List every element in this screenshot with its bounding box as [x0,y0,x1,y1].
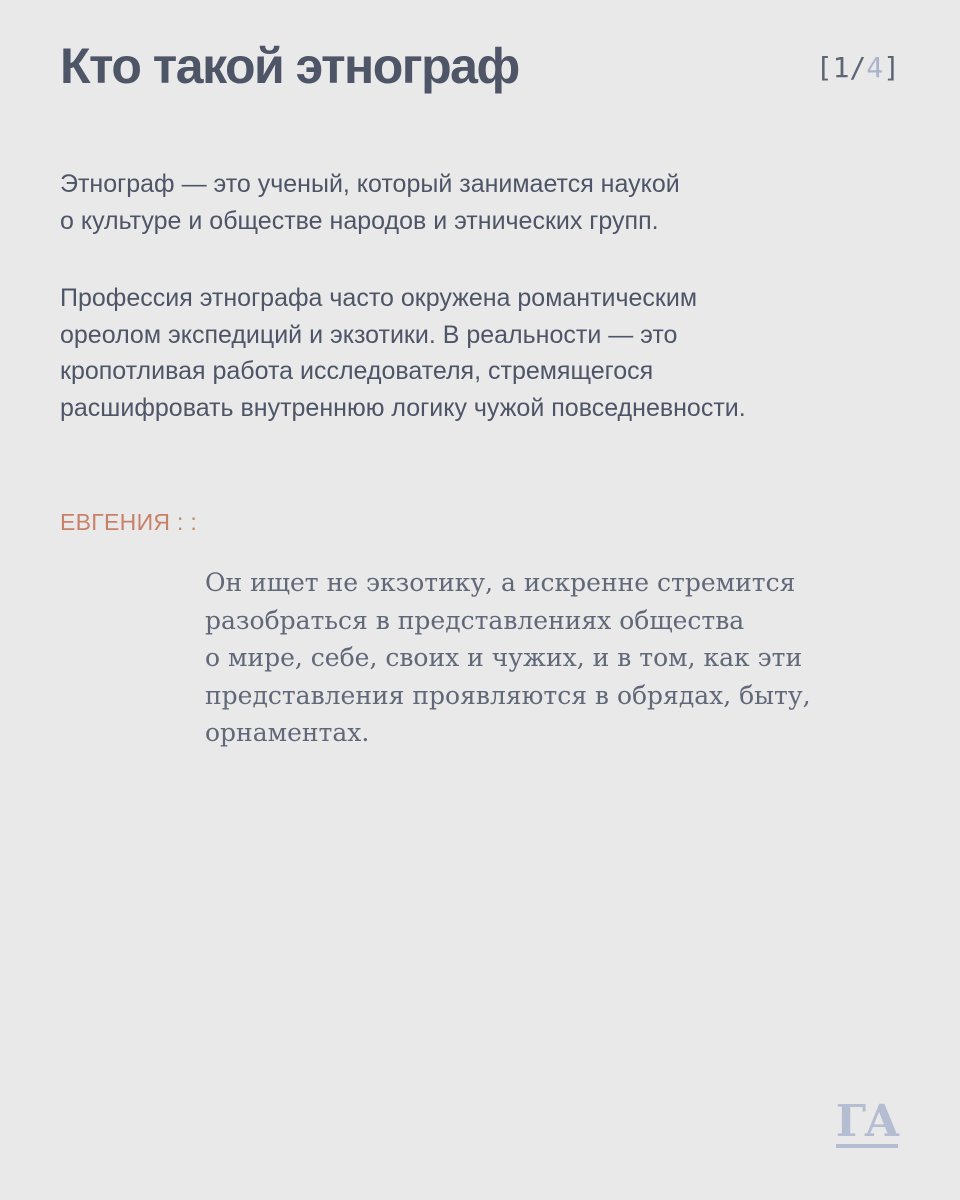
counter-total: 4 [866,51,884,84]
intro-paragraph: Этнограф — это ученый, который занимается наукой о культуре и обществе народов и этнических групп. [60,170,680,235]
counter-open-bracket: [ [815,51,833,84]
quote-text: Он ищет не экзотику, а искренне стремится разобраться в представлениях общества о мире, себе, своих и чужих, и в том, как эти представления проявляются в обрядах, быту, орнаментах. [205,568,811,747]
counter-current: 1 [832,51,850,84]
brand-logo: ГА [835,1096,898,1147]
slide-counter [816,50,900,86]
profession-paragraph: Профессия этнографа часто окружена романтическим ореолом экспедиций и экзотики. В реальности — это кропотливая работа исследователя, стремящегося расшифровать внутреннюю логику чужой повседневности. [60,284,746,422]
quote-speaker: ЕВГЕНИЯ : : [60,509,198,535]
counter-separator: / [849,51,867,84]
page-title: Кто такой этнограф [60,38,519,94]
counter-close-bracket: ] [883,51,900,84]
